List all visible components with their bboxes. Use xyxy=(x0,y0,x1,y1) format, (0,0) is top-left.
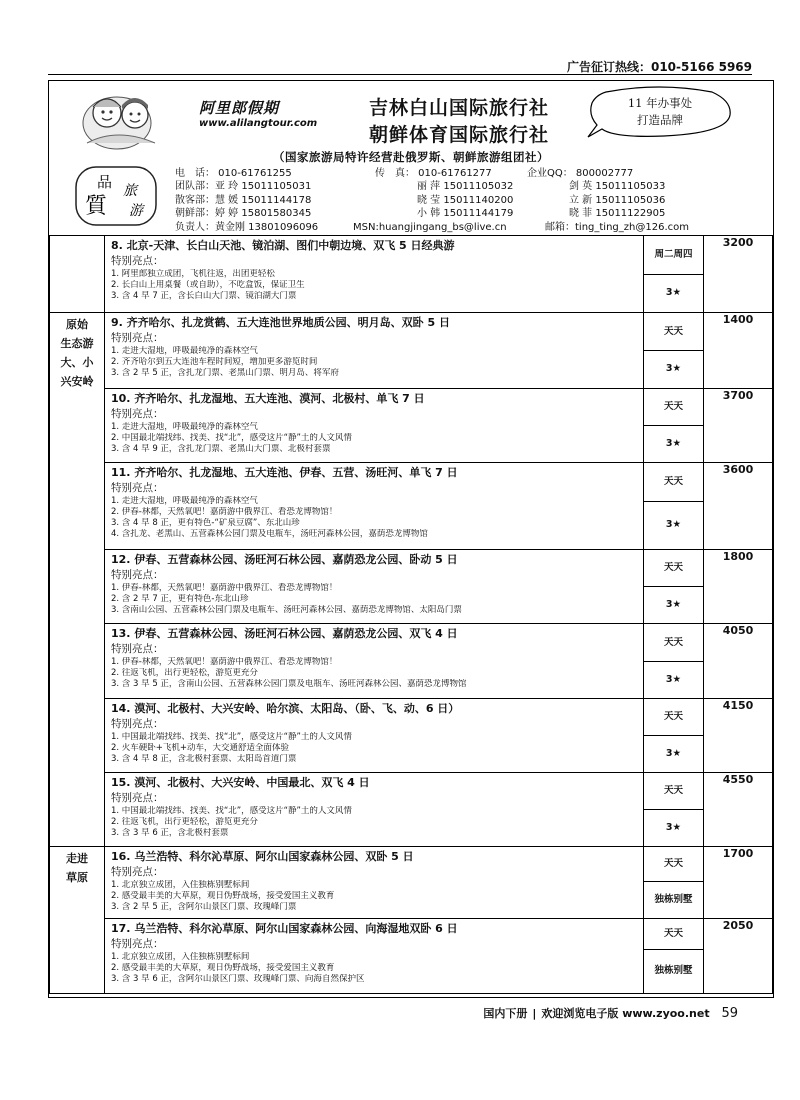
contact-msn: MSN:huangjingang_bs@live.cn xyxy=(353,221,507,233)
ad-frame xyxy=(48,80,774,998)
highlight-label: 特别亮点： xyxy=(111,332,164,344)
departure-days: 天天 xyxy=(663,562,683,573)
seal-char-mid: 質 xyxy=(85,194,108,219)
category-line: 原始 xyxy=(66,318,88,331)
hotel-grade: 3★ xyxy=(644,586,703,622)
departure-days: 天天 xyxy=(663,636,683,648)
departure-grade-cell xyxy=(644,550,704,624)
highlight-label: 特别亮点： xyxy=(111,482,164,494)
seal-char-r2: 游 xyxy=(129,203,143,219)
highlight-item: 3. 含南山公园、五营森林公园门票及电瓶车、汤旺河森林公园、嘉荫恐龙博物馆、太阳岛门票 xyxy=(111,605,462,615)
contact-entry: 丽 萍 15011105032 xyxy=(417,181,514,193)
quality-travel-logo xyxy=(75,165,157,227)
route-price: 1800 xyxy=(704,550,773,624)
route-details xyxy=(105,919,644,994)
highlight-item: 3. 含 2 早 5 正，含扎龙门票、老黑山门票、明月岛、将军府 xyxy=(111,368,339,378)
footer-slogan: 欢迎浏览电子版 xyxy=(541,1007,619,1020)
highlight-item: 1. 走进大湿地，呼吸最纯净的森林空气 xyxy=(111,346,258,356)
hotel-grade: 3★ xyxy=(644,735,703,771)
highlight-label: 特别亮点： xyxy=(111,792,164,804)
contact-manager: 负责人：黄金刚 13801096096 xyxy=(175,221,319,233)
hotel-grade: 独栋别墅 xyxy=(644,949,703,992)
highlight-item: 4. 含扎龙、老黑山、五营森林公园门票及电瓶车，汤旺河森林公园，嘉荫恐龙博物馆 xyxy=(111,529,428,539)
hotel-grade: 3★ xyxy=(644,501,703,548)
route-details xyxy=(105,699,644,773)
page-footer xyxy=(483,1005,738,1021)
route-details xyxy=(105,389,644,463)
category-primitive-ecotour xyxy=(50,313,105,847)
route-details xyxy=(105,550,644,624)
hotel-grade: 独栋别墅 xyxy=(644,881,703,917)
highlight-item: 3. 含 4 早 8 正，含北极村套票、太阳岛首道门票 xyxy=(111,754,297,764)
highlight-item: 2. 长白山上用桌餐（或自助），不吃盒饭，保证卫生 xyxy=(111,280,305,290)
departure-grade-cell xyxy=(644,773,704,847)
departure-grade-cell xyxy=(644,919,704,994)
bubble-line-1: 11 年办事处 xyxy=(627,96,693,110)
route-details xyxy=(105,847,644,919)
highlight-label: 特别亮点： xyxy=(111,866,164,878)
highlight-item: 2. 齐齐哈尔到五大连池车程时间短，增加更多游览时间 xyxy=(111,357,318,367)
category-line: 兴安岭 xyxy=(60,375,94,388)
hotel-grade: 3★ xyxy=(644,425,703,461)
departure-days: 周二周四 xyxy=(654,249,693,260)
route-price: 3700 xyxy=(704,389,773,463)
page-number: 59 xyxy=(721,1006,738,1021)
route-table xyxy=(49,235,773,994)
highlight-item: 2. 往返飞机，出行更轻松，游览更充分 xyxy=(111,817,258,827)
highlight-item: 3. 含 4 早 7 正，含长白山大门票、镜泊湖大门票 xyxy=(111,291,297,301)
highlight-item: 2. 伊春-林都，天然氧吧！嘉荫游中俄界江、看恐龙博物馆！ xyxy=(111,507,338,517)
route-title: 14. 漠河、北极村、大兴安岭、哈尔滨、太阳岛、（卧、飞、动、6 日） xyxy=(111,702,460,715)
highlight-label: 特别亮点： xyxy=(111,255,164,267)
highlight-item: 2. 中国最北端找纬、找美、找“北”，感受这片“静”土的人文风情 xyxy=(111,433,352,443)
highlight-item: 1. 走进大湿地，呼吸最纯净的森林空气 xyxy=(111,496,258,506)
departure-grade-cell xyxy=(644,624,704,699)
contact-email: 邮箱：ting_ting_zh@126.com xyxy=(545,221,689,233)
contact-phone: 电 话： 010-61761255 xyxy=(175,168,292,179)
highlight-item: 1. 走进大湿地，呼吸最纯净的森林空气 xyxy=(111,422,258,432)
departure-days: 天天 xyxy=(663,858,683,869)
brand-url: www.alilangtour.com xyxy=(199,118,318,129)
route-price: 1700 xyxy=(704,847,773,919)
route-price: 3600 xyxy=(704,463,773,550)
agency-name-1: 吉林白山国际旅行社 xyxy=(369,97,550,119)
departure-days: 天天 xyxy=(663,325,683,337)
route-details xyxy=(105,624,644,699)
departure-days: 天天 xyxy=(663,401,683,412)
highlight-item: 1. 中国最北端找纬、找美、找“北”，感受这片“静”土的人文风情 xyxy=(111,806,352,816)
highlight-item: 3. 含 3 早 6 正，含阿尔山景区门票、玫瑰峰门票、向海自然保护区 xyxy=(111,974,365,984)
highlight-label: 特别亮点： xyxy=(111,938,164,950)
highlight-item: 1. 北京独立成团，入住独栋别墅标间 xyxy=(111,880,250,890)
table-row xyxy=(50,550,773,624)
departure-days: 天天 xyxy=(663,928,683,939)
highlight-item: 3. 含 4 早 8 正，更有特色-“矿泉豆腐”、东北山珍 xyxy=(111,518,300,528)
hotel-grade: 3★ xyxy=(644,274,703,311)
highlight-item: 3. 含 2 早 5 正，含阿尔山景区门票、玫瑰峰门票 xyxy=(111,902,297,912)
contact-fax: 传 真： 010-61761277 xyxy=(375,168,492,179)
route-title: 12. 伊春、五营森林公园、汤旺河石林公园、嘉荫恐龙公园、卧动 5 日 xyxy=(111,553,458,566)
hotel-grade: 3★ xyxy=(644,350,703,387)
highlight-item: 1. 伊春-林都，天然氧吧！嘉荫游中俄界江、看恐龙博物馆！ xyxy=(111,583,338,593)
route-details xyxy=(105,313,644,389)
departure-grade-cell xyxy=(644,699,704,773)
table-row xyxy=(50,773,773,847)
agency-names xyxy=(369,95,549,149)
bubble-line-2: 打造品牌 xyxy=(637,113,683,127)
table-row xyxy=(50,236,773,313)
highlight-item: 2. 感受最丰美的大草原，观日伪野战场，接受爱国主义教育 xyxy=(111,891,335,901)
route-title: 15. 漠河、北极村、大兴安岭、中国最北、双飞 4 日 xyxy=(111,776,370,789)
highlight-item: 2. 往返飞机，出行更轻松，游览更充分 xyxy=(111,668,258,678)
highlight-item: 2. 含 2 早 7 正，更有特色-东北山珍 xyxy=(111,594,249,604)
highlight-item: 3. 含 3 早 5 正，含南山公园、五营森林公园门票及电瓶车、汤旺河森林公园、嘉荫恐龙博物馆 xyxy=(111,679,467,689)
hotel-grade: 3★ xyxy=(644,661,703,697)
highlight-item: 1. 阿里郎独立成团，飞机往返，出团更轻松 xyxy=(111,269,275,279)
agency-header xyxy=(49,81,773,236)
footer-section: 国内下册 xyxy=(483,1007,528,1020)
highlight-label: 特别亮点： xyxy=(111,408,164,420)
route-price: 4150 xyxy=(704,699,773,773)
route-title: 9. 齐齐哈尔、扎龙赏鹤、五大连池世界地质公园、明月岛、双卧 5 日 xyxy=(111,316,450,329)
highlight-item: 1. 中国最北端找纬、找美、找“北”，感受这片“静”土的人文风情 xyxy=(111,732,352,742)
departure-grade-cell xyxy=(644,463,704,550)
table-row xyxy=(50,624,773,699)
ad-hotline: 广告征订热线：010-5166 5969 xyxy=(566,60,752,74)
table-row xyxy=(50,313,773,389)
highlight-label: 特别亮点： xyxy=(111,643,164,655)
route-title: 13. 伊春、五营森林公园、汤旺河石林公园、嘉荫恐龙公园、双飞 4 日 xyxy=(111,627,458,640)
seal-char-top: 品 xyxy=(97,173,113,191)
category-line: 生态游 xyxy=(60,337,94,350)
table-row xyxy=(50,699,773,773)
highlight-item: 3. 含 4 早 9 正，含扎龙门票、老黑山大门票、北极村套票 xyxy=(111,444,331,454)
route-price: 4550 xyxy=(704,773,773,847)
highlight-item: 3. 含 3 早 6 正，含北极村套票 xyxy=(111,828,229,838)
route-title: 16. 乌兰浩特、科尔沁草原、阿尔山国家森林公园、双卧 5 日 xyxy=(111,850,414,863)
highlight-label: 特别亮点： xyxy=(111,718,164,730)
route-title: 11. 齐齐哈尔、扎龙湿地、五大连池、伊春、五营、汤旺河、单飞 7 日 xyxy=(111,466,458,479)
contact-entry: 晓 菲 15011122905 xyxy=(569,208,666,220)
hotline-divider xyxy=(48,74,752,75)
highlight-label: 特别亮点： xyxy=(111,569,164,581)
contact-entry: 朝鲜部：婷 婷 15801580345 xyxy=(175,208,312,220)
table-row xyxy=(50,847,773,919)
route-price: 3200 xyxy=(704,236,773,313)
seal-char-r1: 旅 xyxy=(123,183,137,199)
contact-entry: 小 韩 15011144179 xyxy=(417,208,514,220)
highlight-item: 1. 北京独立成团，入住独栋别墅标间 xyxy=(111,952,250,962)
category-line: 大、小 xyxy=(60,356,94,369)
highlight-item: 1. 伊春-林都，天然氧吧！嘉荫游中俄界江、看恐龙博物馆！ xyxy=(111,657,338,667)
category-cell-empty xyxy=(50,236,105,313)
contact-entry: 立 新 15011105036 xyxy=(569,194,666,206)
table-row xyxy=(50,463,773,550)
footer-separator: | xyxy=(532,1007,537,1020)
highlight-item: 2. 火车硬卧+飞机+动车，大交通舒适全面体验 xyxy=(111,743,290,753)
route-title: 17. 乌兰浩特、科尔沁草原、阿尔山国家森林公园、向海湿地双卧 6 日 xyxy=(111,922,458,935)
departure-grade-cell xyxy=(644,313,704,389)
route-title: 8. 北京-天津、长白山天池、镜泊湖、图们中朝边境、双飞 5 日经典游 xyxy=(111,239,455,252)
route-title: 10. 齐齐哈尔、扎龙湿地、五大连池、漠河、北极村、单飞 7 日 xyxy=(111,392,425,405)
route-price: 4050 xyxy=(704,624,773,699)
brand-name: 阿里郎假期 xyxy=(199,99,280,117)
contact-qq: 企业QQ： 800002777 xyxy=(527,168,634,179)
brand-logo xyxy=(199,97,317,129)
contact-entry: 散客部：慧 媛 15011144178 xyxy=(175,194,312,206)
departure-days: 天天 xyxy=(663,785,683,796)
table-row xyxy=(50,919,773,994)
license-note: （国家旅游局特许经营赴俄罗斯、朝鲜旅游组团社） xyxy=(273,150,549,164)
hotel-grade: 3★ xyxy=(644,809,703,845)
bubble-slogan xyxy=(605,95,715,129)
contact-entry: 剑 英 15011105033 xyxy=(569,181,666,193)
route-price: 2050 xyxy=(704,919,773,994)
category-line: 草原 xyxy=(66,871,88,884)
table-row xyxy=(50,389,773,463)
departure-grade-cell xyxy=(644,236,704,313)
route-details xyxy=(105,773,644,847)
category-line: 走进 xyxy=(66,852,88,865)
departure-days: 天天 xyxy=(663,711,683,722)
footer-url[interactable]: www.zyoo.net xyxy=(622,1007,710,1020)
route-price: 1400 xyxy=(704,313,773,389)
route-details xyxy=(105,463,644,550)
agency-name-2: 朝鲜体育国际旅行社 xyxy=(369,124,550,146)
departure-grade-cell xyxy=(644,847,704,919)
departure-grade-cell xyxy=(644,389,704,463)
category-grassland xyxy=(50,847,105,994)
route-details xyxy=(105,236,644,313)
contact-entry: 晓 莹 15011140200 xyxy=(417,194,514,206)
highlight-item: 2. 感受最丰美的大草原，观日伪野战场，接受爱国主义教育 xyxy=(111,963,335,973)
departure-days: 天天 xyxy=(663,476,683,487)
contact-entry: 团队部：亚 玲 15011105031 xyxy=(175,181,312,193)
